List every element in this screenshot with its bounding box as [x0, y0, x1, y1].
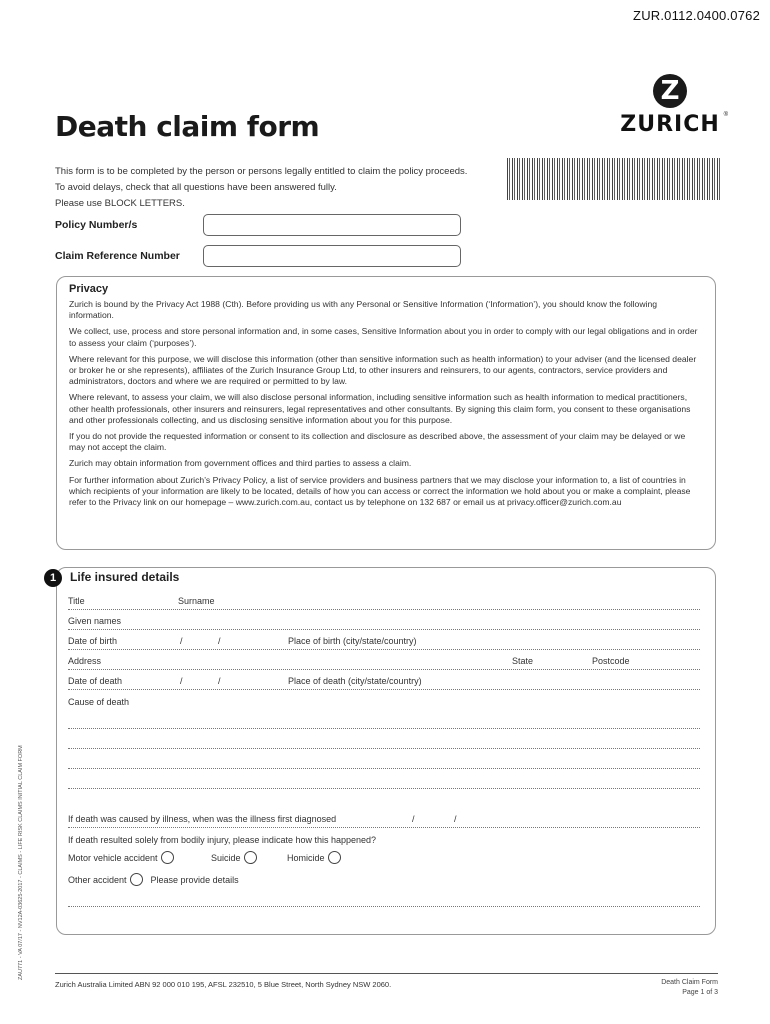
footer-company: Zurich Australia Limited ABN 92 000 010 195, AFSL 232510, 5 Blue Street, North Sydney NSW 2060. [55, 980, 392, 989]
document-id: ZUR.0112.0400.0762 [633, 8, 760, 23]
claim-reference-label: Claim Reference Number [55, 250, 180, 262]
registered-mark: ® [723, 112, 728, 118]
suicide-radio[interactable] [244, 851, 257, 864]
motor-vehicle-label: Motor vehicle accident [68, 852, 158, 863]
given-names-label: Given names [68, 616, 122, 626]
provide-details-label: Please provide details [150, 874, 239, 885]
policy-number-label: Policy Number/s [55, 219, 138, 231]
injury-question-label: If death resulted solely from bodily injury, please indicate how this happened? [68, 835, 377, 845]
side-reference-text: ZAU771 - VA 07/17 - NV12A-03625-2017 - CLAIMS - LIFE RISK CLAIMS INITIAL CLAIM FORM [18, 745, 24, 980]
motor-vehicle-radio[interactable] [161, 851, 174, 864]
footer-page-number: Page 1 of 3 [682, 989, 718, 996]
privacy-section [56, 276, 716, 550]
dob-label: Date of birth [68, 636, 118, 646]
other-accident-label: Other accident [68, 874, 127, 885]
zurich-logo-icon: Z [653, 74, 687, 108]
homicide-radio[interactable] [328, 851, 341, 864]
name-row[interactable] [68, 590, 700, 610]
other-accident-radio[interactable] [130, 873, 143, 886]
intro-line: To avoid delays, check that all questions have been answered fully. [55, 182, 337, 193]
date-separator: / [180, 676, 183, 686]
privacy-paragraph: Where relevant, to assess your claim, we will also disclose personal information, including sensitive information such as health information to medical practitioners, other health professionals, other insurers and reinsurers, legal representatives and other consultants. By signing this claim form, you consent to these organisations and other professionals collecting, and us disclosing sensitive information about you for this purpose. [69, 392, 691, 425]
form-intro [55, 164, 495, 212]
cause-of-death-label: Cause of death [68, 697, 130, 707]
other-accident-option[interactable] [68, 873, 239, 886]
privacy-paragraph: If you do not provide the requested information or consent to its collection and disclosure as described above, the assessment of your claim may be delayed or we may not accept the claim. [69, 431, 686, 453]
privacy-paragraph: Zurich is bound by the Privacy Act 1988 (Cth). Before providing us with any Personal or Sensitive Information (‘Information’), you should know the following information. [69, 299, 658, 321]
date-of-death-label: Date of death [68, 676, 123, 686]
suicide-option[interactable] [211, 851, 257, 864]
intro-line: Please use BLOCK LETTERS. [55, 198, 185, 209]
date-separator: / [412, 814, 415, 824]
policy-number-input[interactable] [203, 214, 461, 236]
barcode-image [507, 158, 722, 200]
title-label: Title [68, 596, 85, 606]
address-label: Address [68, 656, 102, 666]
place-of-death-label: Place of death (city/state/country) [288, 676, 422, 686]
date-separator: / [218, 676, 221, 686]
privacy-title: Privacy [69, 283, 109, 295]
zurich-logo-wordmark: ZURICH [620, 112, 720, 137]
homicide-label: Homicide [287, 852, 325, 863]
cause-of-death-line[interactable] [68, 768, 700, 769]
cause-of-death-line[interactable] [68, 748, 700, 749]
suicide-label: Suicide [211, 852, 241, 863]
injury-question-row [68, 828, 700, 848]
date-separator: / [218, 636, 221, 646]
birth-row[interactable] [68, 630, 700, 650]
given-names-row[interactable] [68, 610, 700, 630]
date-separator: / [454, 814, 457, 824]
claim-reference-row [55, 245, 461, 267]
postcode-label: Postcode [592, 656, 630, 666]
section-title: Life insured details [70, 570, 180, 584]
privacy-paragraph: Where relevant for this purpose, we will disclose this information (other than sensitive information such as health information) to your adviser (and the licensed dealer or broker he or she represents), affiliates of the Zurich Insurance Group Ltd, to other insurers and reinsurers, to our agents, contractors, service providers and administrators, doctors and where we are required or permitted to by law. [69, 353, 697, 387]
cause-of-death-line[interactable] [68, 728, 700, 729]
privacy-paragraph: For further information about Zurich’s Privacy Policy, a list of service providers and business partners that we may disclose your information to, a list of countries in which recipients of your information are likely to be located, details of how you can access or correct the information we hold about you or make a complaint, please refer to the Privacy link on our homepage – www.zurich.com.au, contact us by telephone on 132 687 or email us at privacy.officer@zurich.com.au [69, 474, 691, 508]
footer-divider [55, 973, 718, 974]
claim-reference-input[interactable] [203, 245, 461, 267]
section-number-badge: 1 [44, 569, 62, 587]
privacy-paragraph: We collect, use, process and store personal information and, in some cases, Sensitive Information about you in order to comply with our legal obligations and in order to assess your claim (‘purposes’). [69, 326, 698, 348]
address-row[interactable] [68, 650, 700, 670]
footer-page-info [661, 978, 718, 998]
privacy-paragraph: Zurich may obtain information from government offices and third parties to assess a claim. [69, 458, 412, 469]
date-separator: / [180, 636, 183, 646]
zurich-logo [612, 74, 728, 137]
state-label: State [512, 656, 534, 666]
illness-question-label: If death was caused by illness, when was the illness first diagnosed [68, 814, 337, 824]
details-line[interactable] [68, 906, 700, 907]
footer-form-name: Death Claim Form [661, 979, 718, 986]
homicide-option[interactable] [287, 851, 341, 864]
cause-of-death-row [68, 690, 700, 710]
cause-of-death-line[interactable] [68, 788, 700, 789]
surname-label: Surname [178, 596, 215, 606]
motor-vehicle-option[interactable] [68, 851, 174, 864]
form-title: Death claim form [55, 110, 320, 143]
intro-line: This form is to be completed by the person or persons legally entitled to claim the policy proceeds. [55, 166, 468, 177]
death-row[interactable] [68, 670, 700, 690]
illness-diagnosed-row[interactable] [68, 808, 700, 828]
policy-number-row [55, 214, 461, 236]
place-of-birth-label: Place of birth (city/state/country) [288, 636, 417, 646]
